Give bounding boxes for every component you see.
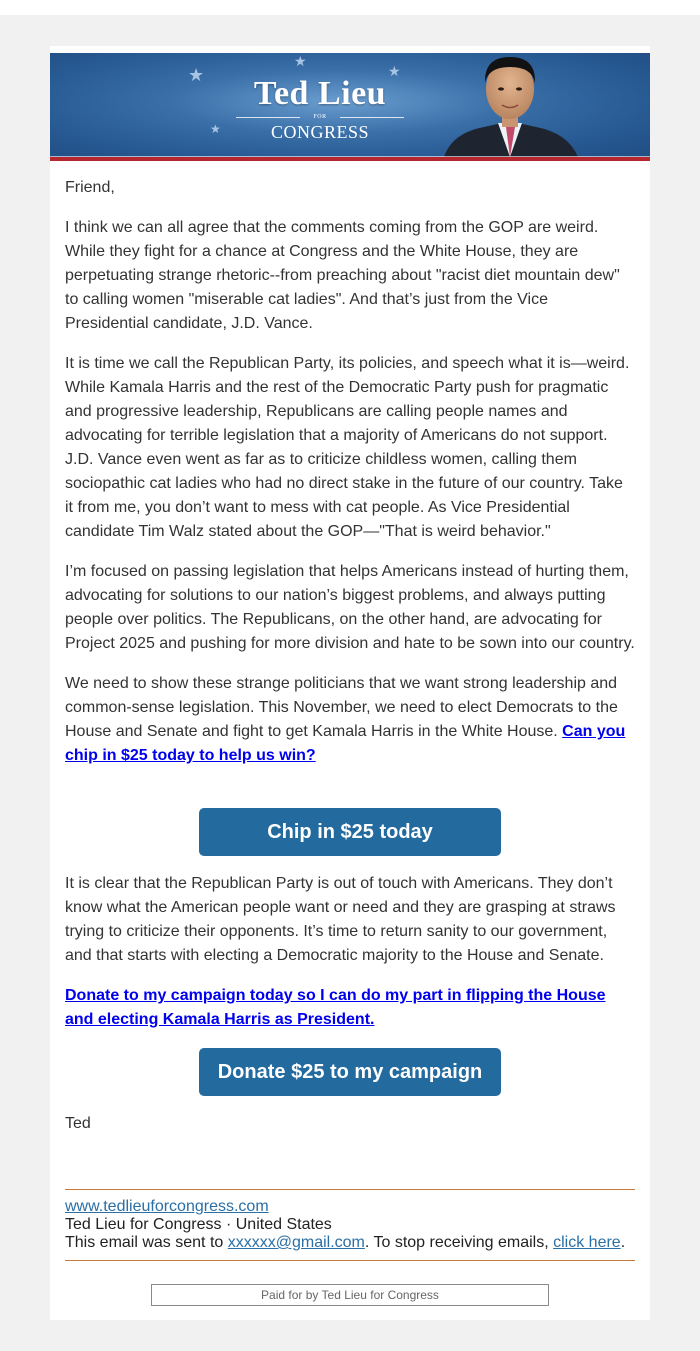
website-link[interactable]: www.tedlieuforcongress.com [65, 1198, 269, 1215]
logo-divider [340, 117, 404, 118]
signature-block [65, 1112, 635, 1136]
paragraph-2: It is time we call the Republican Party, its policies, and speech what it is—weird. While Kamala Harris and the rest of the Democratic Party push for pragmatic and progressive leadership, Republicans are calling people names and advocating for terrible legislation that a majority of Americans do not support. J.D. Vance even went as far as to criticize childless women, calling them sociopathic cat ladies who had no direct stake in the future of our country. Take it from me, you don’t want to mess with cat people. As Vice Presidential candidate Tim Walz stated about the GOP—"That is weird behavior." [65, 355, 630, 540]
donate-link[interactable]: Donate to my campaign today so I can do my part in flipping the House and electing Kamala Harris as President. [65, 987, 606, 1028]
email-body-continued [65, 872, 635, 1032]
star-icon: ★ [388, 64, 401, 80]
org-line: Ted Lieu for Congress · United States [65, 1216, 332, 1233]
chip-in-button[interactable]: Chip in $25 today [199, 808, 501, 856]
recipient-email-link[interactable]: xxxxxx@gmail.com [227, 1234, 365, 1251]
top-bar [0, 0, 700, 15]
footer [65, 1198, 635, 1252]
footer-divider-bottom [65, 1260, 635, 1261]
sent-prefix: This email was sent to [65, 1234, 228, 1251]
header-banner [50, 53, 650, 161]
unsubscribe-link[interactable]: click here [553, 1234, 621, 1251]
paragraph-4-text: We need to show these strange politicians that we want strong leadership and common-sense legislation. This November, we need to elect Democrats to the House and Senate and fight to get Kamala Harris in the White House. [65, 675, 618, 740]
logo-divider [236, 117, 300, 118]
paragraph-3: I’m focused on passing legislation that helps Americans instead of hurting them, advocating for solutions to our nation’s biggest problems, and always putting people over politics. The Republicans, on the other hand, are advocating for Project 2025 and pushing for more division and hate to be sown into our country. [65, 563, 635, 652]
paragraph-1: I think we can all agree that the comments coming from the GOP are weird. While they fight for a chance at Congress and the White House, they are perpetuating strange rhetoric--from preaching about "racist diet mountain dew" to calling women "miserable cat ladies". And that’s just from the Vice Presidential candidate, J.D. Vance. [65, 219, 620, 332]
star-icon: ★ [294, 54, 307, 70]
paragraph-4 [65, 672, 635, 768]
candidate-portrait [422, 53, 650, 157]
paragraph-5: It is clear that the Republican Party is out of touch with Americans. They don’t know what the American people want or need and they are grasping at straws trying to criticize their opponents. It’s time to return sanity to our government, and that starts with electing a Democratic majority to the House and Senate. [65, 875, 616, 964]
logo-congress: CONGRESS [270, 122, 370, 142]
chip-in-link[interactable]: Can you chip in $25 today to help us win? [65, 723, 626, 764]
email-card [50, 46, 650, 1320]
star-icon: ★ [210, 122, 221, 136]
star-icon: ★ [188, 65, 205, 86]
greeting: Friend, [65, 179, 115, 196]
logo-name: Ted Lieu [253, 75, 387, 112]
banner-stripe [50, 157, 650, 161]
email-body [65, 176, 635, 768]
sent-to-line [65, 1234, 635, 1252]
signature: Ted [65, 1115, 91, 1132]
donate-button[interactable]: Donate $25 to my campaign [199, 1048, 501, 1096]
footer-divider-top [65, 1189, 635, 1190]
logo-for: FOR [313, 114, 327, 120]
sent-suffix: . [620, 1234, 626, 1251]
sent-middle: . To stop receiving emails, [364, 1234, 554, 1251]
paid-for-disclaimer: Paid for by Ted Lieu for Congress [151, 1284, 549, 1306]
